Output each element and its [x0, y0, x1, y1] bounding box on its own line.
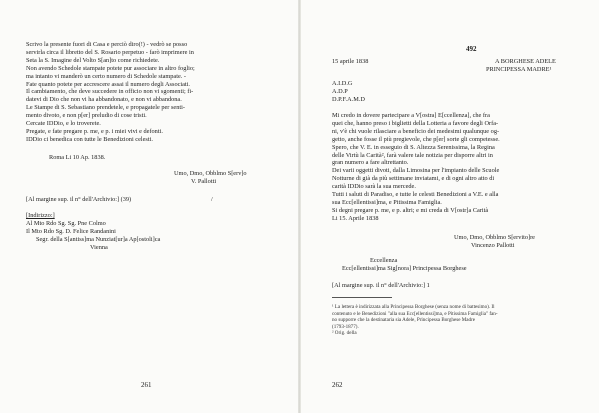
right-letter-line: Mi credo in dovere partecipare a V[ostra] E[ccellenza], che fra: [332, 112, 490, 119]
right-letter-line: gran numero a fare altrettanto.: [332, 159, 409, 167]
right-letter-line: quei che, hanno preso i biglietti della Lotteria a favore degli Orfa-: [332, 119, 499, 127]
right-page: [300, 0, 599, 413]
left-letter-line: Fate quanto potete per accrescere assai il numero degli Associati.: [26, 80, 191, 88]
left-address-city: Vienna: [90, 244, 108, 251]
left-letter-line: Non avendo Schedole stampate potete pur associare in altro foglio;: [26, 64, 195, 72]
right-letter-line: Tutti i saluti di Paradiso, e tutte le celesti Benedizioni a V.E. e alla: [332, 191, 499, 198]
footnote-line: (1793-1877).: [332, 323, 359, 330]
left-signature-closing: Umo, Dmo, Obblmo S[erv]o: [174, 170, 247, 177]
left-letter-line: Le Stampe di S. Sebastiano prendetele, e propagatele per senti-: [26, 104, 185, 112]
footnote-line: contenuto e le Benedizioni "alla sua Ecc[ellentissi]ma, e Pitissima Famiglia" fan-: [332, 310, 498, 317]
right-letter-line: Notturne di già da più settimane inviatami, e di ogni altro atto di: [332, 175, 495, 183]
right-closing-title: Eccellenza: [370, 257, 398, 264]
right-signature-closing: Umo, Dmo, Obblmo S[ervito]re: [454, 234, 535, 241]
footnote-line: no supporre che la destinataria sia Adele, Principessa Borghese Madre: [332, 317, 476, 324]
left-letter-line: servirla circa il libretto del S. Rosario perpetuo - farò imprimere in: [26, 48, 194, 56]
left-page-number: 261: [141, 381, 152, 389]
left-letter-line: Pregate, e fate pregare p. me, e p. i miei vivi e defonti.: [26, 127, 163, 135]
left-letter-line: Seta la S. Imagine del Volto S[an]to come richiedete.: [26, 56, 160, 64]
left-archive-slash: /: [211, 196, 213, 203]
footnote-divider: [332, 297, 392, 298]
right-monogram-line: A.I.D.G: [332, 80, 353, 87]
right-letter-line: Si degni pregare p. me, e p. altri; e mi creda di V[ostr]a Carità: [332, 206, 489, 214]
right-letter-line: sua Ecc[ellentissi]ma, e Pitissima Famiglia.: [332, 198, 442, 206]
left-archive-note: [Al margine sup. il n° dell'Archivio:] (39): [26, 196, 132, 203]
left-letter-line: mento divoto, e non p[er] preludio di cose tristi.: [26, 112, 147, 120]
right-monogram-line: D.P.F.A.M.D: [332, 96, 365, 103]
left-letter-line: datevi di Dio che non vi ha abbandonato, e non vi abbandona.: [26, 96, 182, 104]
right-signature-name: Vincenzo Pallotti: [471, 242, 515, 249]
right-letter-line: ni, v'è chi vuole rilasciare a beneficio dei medesimi qualunque og-: [332, 127, 500, 135]
right-recipient-line: A BORGHESE ADELE: [495, 58, 556, 65]
right-recipient-line: PRINCIPESSA MADRE¹: [486, 66, 552, 73]
left-address-line: Al Mto Rdo Sg. Sg. Pne Colmo: [26, 220, 106, 227]
left-letter-line: ma intanto vi manderò un certo numero di Schedole stampate. -: [26, 72, 186, 80]
right-monogram-line: A.D.P: [332, 88, 348, 95]
right-letter-line: Dei varii oggetti divoti, dalla Limosina per l'impianto delle Scuole: [332, 167, 500, 175]
right-letter-number: 492: [466, 45, 477, 53]
left-date-line: Roma Li 10 Ap. 1838.: [49, 154, 106, 161]
right-letter-line: getto, anche fosse il più pregievole, che p[er] sorte gli competesse.: [332, 135, 500, 143]
right-letter-line: Spero, che V. E. in esseguio di S. Altezza Serenissima, la Regina: [332, 143, 495, 151]
left-letter-line: IDDio ci benedica con tutte le Benedizioni celesti.: [26, 135, 153, 143]
footnote-line: ¹ La lettera è indirizzata alla Principessa Borghese (senza nome di battesimo). Il: [332, 304, 495, 310]
right-closing-address: Ecc[ellentissi]ma Sig[nora] Principessa Borghese: [342, 265, 467, 272]
right-letter-line: delle Virtù la Carità², farà valere tale notizia per disporre altri in: [332, 151, 493, 159]
left-address-line: Il Mto Rdo Sg. D. Felice Randanini: [26, 228, 116, 235]
left-letter-line: Il cambiamento, che deve succedere in officio non vi sgomenti; fi-: [26, 88, 194, 96]
right-archive-note: [Al margine sup. il n° dell'Archivio:] 1: [332, 282, 430, 289]
right-date-top: 15 aprile 1838: [332, 58, 369, 65]
footnote-line: ² Orig. della: [332, 330, 357, 337]
left-page: [0, 0, 299, 413]
right-letter-line: carità IDDio sarà la sua mercede.: [332, 183, 416, 191]
left-address-line: Segr. della S[antiss]ma Nunziat[ur]a Ap[ostoli]ca: [36, 236, 161, 243]
left-signature-name: V. Pallotti: [191, 178, 217, 185]
right-letter-line: Li 15. Aprile 1838: [332, 214, 379, 222]
left-letter-line: Scrivo la presente fuori di Casa e perciò diro(!) - vedrò se posso: [26, 41, 188, 48]
left-address-heading: [Indirizzo:]: [26, 212, 55, 219]
left-letter-line: Cercate IDDio, e lo troverete.: [26, 120, 101, 127]
right-page-number: 262: [332, 381, 343, 389]
